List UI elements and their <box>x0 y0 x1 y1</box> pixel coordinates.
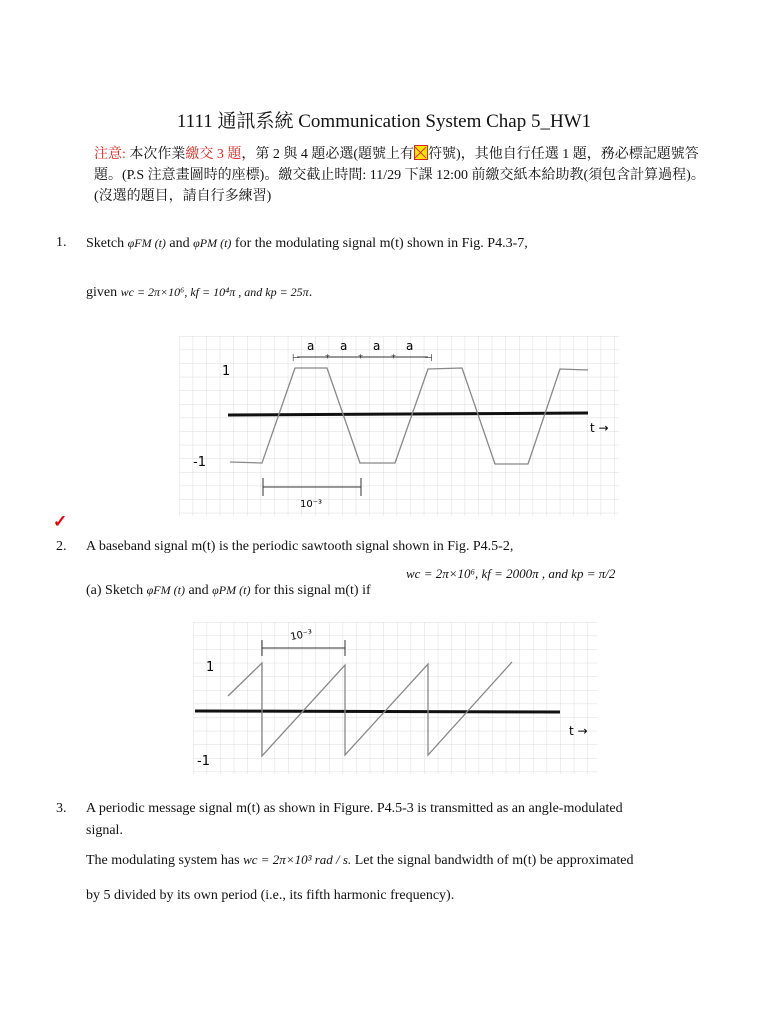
q2-number: 2. <box>56 539 67 554</box>
q3-line4: by 5 divided by its own period (i.e., its fifth harmonic frequency). <box>86 888 455 903</box>
q1-phi-fm: φFM (t) <box>127 236 166 250</box>
q2-text: A baseband signal m(t) is the periodic sawtooth signal shown in Fig. P4.5-2, <box>86 539 514 554</box>
q1-number: 1. <box>56 235 67 250</box>
figure1-tick-icon: * <box>325 353 330 364</box>
figure1-seg-label: a <box>307 339 315 353</box>
q3-line1: A periodic message signal m(t) as shown in Figure. P4.5-3 is transmitted as an angle-modulated <box>86 801 623 816</box>
figure1-y-high: 1 <box>222 364 231 379</box>
q2-phi-pm: φPM (t) <box>212 583 251 597</box>
q3-number: 3. <box>56 801 67 816</box>
q3-line3-end: Let the signal bandwidth of m(t) be approximated <box>354 853 634 868</box>
figure2-t-label: t → <box>569 724 588 738</box>
page-title: 1111 通訊系統 Communication System Chap 5_HW1 <box>176 111 592 132</box>
figure2-axis <box>195 711 560 712</box>
notice-label: 注意: <box>94 147 126 162</box>
notice-text-1: 本次作業 <box>125 147 186 162</box>
q2-and: and <box>188 583 209 598</box>
q1-and: and <box>169 236 190 251</box>
q3-line3-start: The modulating system has <box>86 853 240 868</box>
figure2-y-low: -1 <box>197 754 210 769</box>
figure1-tick-icon: * <box>358 353 363 364</box>
figure1-seg-label: a <box>340 339 348 353</box>
notice-count: 繳交 3 題 <box>185 147 242 162</box>
notice-text-2: ，第 2 與 4 題必選(題號上有 <box>241 147 415 162</box>
q2-rest: for this signal m(t) if <box>253 583 371 598</box>
q2-formula: wc = 2π×10⁶, kf = 2000π , and kp = π/2 <box>406 566 616 581</box>
figure1-seg-label: a <box>406 339 414 353</box>
required-check-icon: ✓ <box>53 512 68 531</box>
notice-text-3: 符號)，其他自行任選 1 題，務必標記題號答題。(P.S 注意畫圖時的座標)。繳交截止時間: 11/29 下課 12:00 前繳交紙本給助教(須包含計算過程)。(沒選的題目，請自行多練習) <box>94 147 705 204</box>
figure1-arrow-right-icon: ⊣ <box>424 353 433 364</box>
figure1-seg-label: a <box>373 339 381 353</box>
q3-line2: signal. <box>86 823 123 838</box>
figure1-arrow-left-icon: ⊢ <box>292 353 301 364</box>
q1-formula: wc = 2π×10⁶, kf = 10⁴π , and kp = 25π <box>120 285 309 299</box>
q1-dot: . <box>308 285 313 300</box>
q3-formula: wc = 2π×10³ rad / s. <box>243 852 352 867</box>
q2-phi-fm: φFM (t) <box>146 583 185 597</box>
figure1-period-label: 10⁻³ <box>300 499 323 510</box>
figure2-y-high: 1 <box>206 660 215 675</box>
figure1-tick-icon: * <box>391 353 396 364</box>
q3-line3 <box>86 850 736 871</box>
figure1-t-label: t → <box>590 421 609 435</box>
figure2-period-label: 10⁻³ <box>289 628 314 643</box>
q1-sketch: Sketch <box>86 236 125 251</box>
q1-rest: for the modulating signal m(t) shown in Fig. P4.3-7, <box>234 236 528 251</box>
q1-given: given <box>86 285 118 300</box>
q2-part-a-label: (a) Sketch <box>86 583 144 598</box>
q1-phi-pm: φPM (t) <box>193 236 232 250</box>
figure1-y-low: -1 <box>193 455 206 470</box>
figure2-grid <box>193 622 597 774</box>
